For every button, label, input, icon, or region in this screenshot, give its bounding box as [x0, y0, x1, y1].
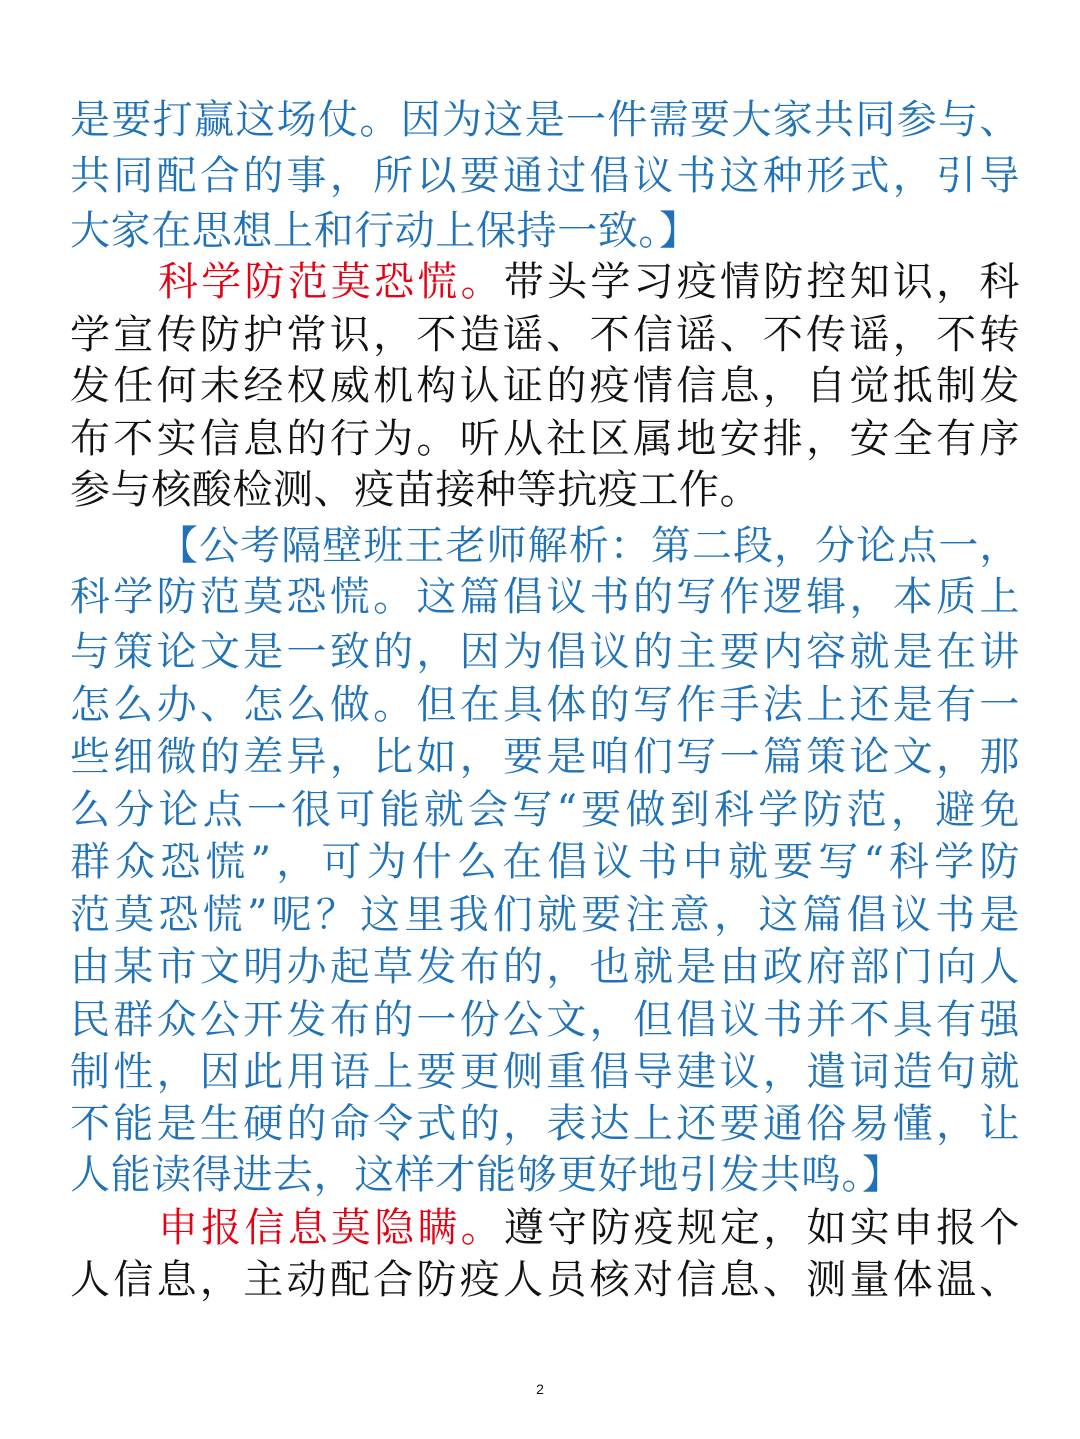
analysis-line — [158, 517, 1020, 575]
body-line — [70, 306, 1020, 364]
analysis-line — [70, 991, 1020, 1049]
analysis-line — [70, 676, 1020, 734]
analysis-line — [70, 1043, 1020, 1101]
line-text: 遵守防疫规定，如实申报个 — [503, 1205, 1020, 1251]
section-heading: 申报信息莫隐瞒。 — [158, 1205, 504, 1251]
body-line — [70, 1251, 1020, 1309]
line-text: 共同配合的事，所以要通过倡议书这种形式，引导 — [70, 153, 1020, 199]
analysis-line — [70, 781, 1020, 839]
line-text: 人能读得进去，这样才能够更好地引发共鸣。】 — [70, 1152, 903, 1198]
body-line — [70, 461, 1020, 519]
line-text: 范莫恐慌”呢？这里我们就要注意，这篇倡议书是 — [70, 892, 1020, 938]
analysis-line — [70, 147, 1020, 205]
line-text: 由某市文明办起草发布的，也就是由政府部门向人 — [70, 944, 1020, 990]
body-line — [70, 357, 1020, 415]
line-text: 【公考隔壁班王老师解析：第二段，分论点一， — [158, 523, 1020, 569]
analysis-line — [70, 833, 1020, 891]
line-text: 么分论点一很可能就会写“要做到科学防范，避免 — [70, 787, 1020, 833]
analysis-line — [70, 886, 1020, 944]
body-line — [158, 253, 1020, 311]
line-text: 制性，因此用语上要更侧重倡导建议，遣词造句就 — [70, 1049, 1020, 1095]
line-text: 怎么办、怎么做。但在具体的写作手法上还是有一 — [70, 682, 1020, 728]
analysis-line — [70, 938, 1020, 996]
line-text: 人信息，主动配合防疫人员核对信息、测量体温、 — [70, 1257, 1020, 1303]
line-text: 与策论文是一致的，因为倡议的主要内容就是在讲 — [70, 629, 1020, 675]
line-text: 民群众公开发布的一份公文，但倡议书并不具有强 — [70, 997, 1020, 1043]
analysis-line — [70, 202, 1020, 260]
analysis-line — [70, 568, 1020, 626]
analysis-line — [70, 1095, 1020, 1153]
line-text: 群众恐慌”，可为什么在倡议书中就要写“科学防 — [70, 839, 1020, 885]
analysis-line — [70, 91, 1020, 149]
line-text: 大家在思想上和行动上保持一致。】 — [70, 208, 700, 254]
body-line — [70, 410, 1020, 468]
analysis-line — [70, 728, 1020, 786]
line-text: 发任何未经权威机构认证的疫情信息，自觉抵制发 — [70, 363, 1020, 409]
analysis-line — [70, 623, 1020, 681]
analysis-line — [70, 1146, 1020, 1204]
line-text: 科学防范莫恐慌。这篇倡议书的写作逻辑，本质上 — [70, 574, 1020, 620]
line-text: 带头学习疫情防控知识，科 — [503, 259, 1020, 305]
line-text: 布不实信息的行为。听从社区属地安排，安全有序 — [70, 416, 1020, 462]
line-text: 参与核酸检测、疫苗接种等抗疫工作。 — [70, 467, 761, 513]
body-line — [158, 1199, 1020, 1257]
page-number: 2 — [536, 1381, 544, 1397]
line-text: 不能是生硬的命令式的，表达上还要通俗易懂，让 — [70, 1101, 1020, 1147]
line-text: 是要打赢这场仗。因为这是一件需要大家共同参与、 — [70, 97, 1020, 143]
line-text: 学宣传防护常识，不造谣、不信谣、不传谣，不转 — [70, 312, 1020, 358]
section-heading: 科学防范莫恐慌。 — [158, 259, 504, 305]
line-text: 些细微的差异，比如，要是咱们写一篇策论文，那 — [70, 734, 1020, 780]
